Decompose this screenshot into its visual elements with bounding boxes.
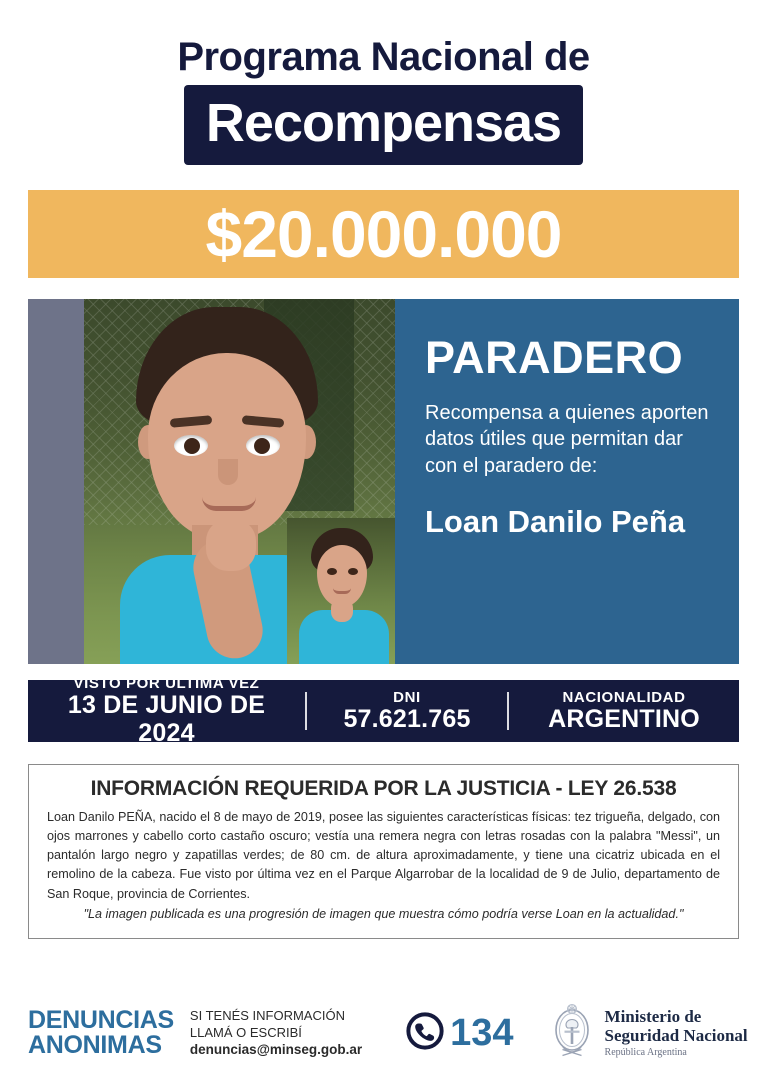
program-title-line1: Programa Nacional de — [177, 35, 590, 79]
case-info-panel — [395, 299, 739, 664]
legal-info-note: "La imagen publicada es una progresión de imagen que muestra cómo podría verse Loan en la actualidad." — [83, 906, 684, 921]
contact-line1: SI TENÉS INFORMACIÓN — [189, 1007, 345, 1023]
legal-info-body — [47, 808, 720, 924]
photo-left-band — [28, 299, 84, 664]
detail-last-seen — [28, 675, 305, 747]
ministry-name — [605, 1007, 748, 1059]
contact-info — [190, 1007, 362, 1060]
detail-nationality — [509, 689, 739, 734]
ministry-line1: Ministerio de — [604, 1006, 702, 1026]
legal-info-box — [28, 764, 739, 939]
missing-person-name: Loan Danilo Peña — [425, 504, 686, 540]
strip-divider-1 — [305, 692, 307, 730]
program-badge-wrap — [0, 85, 767, 165]
contact-line2: LLAMÁ O ESCRIBÍ — [189, 1024, 302, 1040]
anonymous-reports-label — [28, 1005, 174, 1059]
dni-label: DNI — [393, 688, 421, 706]
case-category-title: PARADERO — [425, 332, 684, 383]
case-details-strip — [28, 674, 739, 747]
phone-contact[interactable] — [406, 1012, 513, 1055]
poster-header — [0, 0, 767, 165]
ministry-line3: República Argentina — [604, 1047, 687, 1059]
case-description: Recompensa a quienes aporten datos útiles que permitan dar con el paradero de: — [425, 402, 709, 477]
main-content-block — [28, 299, 739, 664]
legal-info-heading: INFORMACIÓN REQUERIDA POR LA JUSTICIA - LEY 26.538 — [90, 777, 677, 800]
anonymous-reports-line2: ANONIMAS — [28, 1031, 162, 1059]
detail-dni — [307, 689, 507, 734]
last-seen-value: 13 DE JUNIO DE 2024 — [67, 691, 266, 747]
ministry-logo-group — [548, 1003, 748, 1064]
poster-footer — [28, 997, 748, 1069]
anonymous-reports-line1: DENUNCIAS — [28, 1005, 174, 1034]
reward-banner — [28, 190, 739, 278]
ministry-line2: Seguridad Nacional — [604, 1026, 748, 1045]
portrait-nose — [218, 459, 238, 485]
dni-value: 57.621.765 — [343, 704, 471, 733]
argentina-coat-of-arms-icon — [548, 1003, 596, 1064]
portrait-face — [148, 353, 306, 539]
legal-info-description: Loan Danilo PEÑA, nacido el 8 de mayo de 2019, posee las siguientes características físicas: tez trigueña, delgado, con ojos marrones y cabello corto castaño oscuro; vestía una remera negra con letras rosadas con la palabra "Messi", un pantalón largo negro y zapatillas verdes; de 80 cm. de altura aproximadamente, y tiene una cicatriz ubicada en el remolino de la cabeza. Fue visto por última vez en el Parque Algarrobar de la localidad de 9 de Julio, departamento de San Roque, provincia de Corrientes. — [47, 810, 720, 901]
contact-email[interactable]: denuncias@minseg.gob.ar — [189, 1042, 363, 1058]
nationality-label: NACIONALIDAD — [562, 688, 686, 706]
strip-divider-2 — [507, 692, 509, 730]
portrait-hand — [206, 519, 256, 571]
program-title-badge: Recompensas — [184, 85, 583, 165]
portrait-inset — [287, 518, 395, 664]
last-seen-label: VISTO POR ÚLTIMA VEZ — [73, 674, 260, 692]
missing-person-photo — [28, 299, 395, 664]
inset-hand — [331, 598, 353, 622]
portrait-mouth — [202, 497, 256, 511]
phone-icon — [406, 1012, 444, 1055]
inset-eye-right — [348, 568, 358, 575]
nationality-value: ARGENTINO — [548, 704, 700, 733]
inset-eye-left — [327, 568, 337, 575]
reward-amount: $20.000.000 — [205, 197, 562, 271]
phone-number: 134 — [450, 1012, 514, 1054]
portrait-pupil-left — [184, 438, 200, 454]
portrait-pupil-right — [254, 438, 270, 454]
